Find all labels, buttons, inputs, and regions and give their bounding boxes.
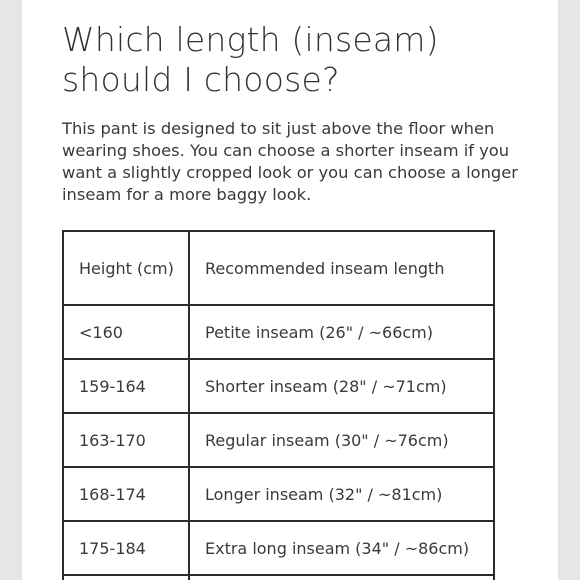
inseam-cell: Extra long inseam (34" / ~86cm) (189, 521, 494, 575)
table-row (63, 413, 494, 467)
height-cell-empty (63, 575, 189, 580)
table-row (63, 467, 494, 521)
page-title: Which length (inseam) should I choose? (62, 20, 439, 99)
table-row (63, 305, 494, 359)
height-cell: 168-174 (63, 467, 189, 521)
height-cell: 159-164 (63, 359, 189, 413)
inseam-cell-empty (189, 575, 494, 580)
inseam-cell: Petite inseam (26" / ~66cm) (189, 305, 494, 359)
intro-paragraph: This pant is designed to sit just above the floor when wearing shoes. You can choose a shorter inseam if you want a slightly cropped look or you can choose a longer inseam for a more baggy look. (62, 119, 518, 204)
inseam-size-table (62, 230, 495, 580)
size-guide-page (22, 0, 558, 580)
inseam-cell: Regular inseam (30" / ~76cm) (189, 413, 494, 467)
inseam-cell: Shorter inseam (28" / ~71cm) (189, 359, 494, 413)
table-row-cut-off (63, 575, 494, 580)
inseam-cell: Longer inseam (32" / ~81cm) (189, 467, 494, 521)
table-row (63, 521, 494, 575)
header-height: Height (cm) (63, 231, 189, 305)
header-inseam: Recommended inseam length (189, 231, 494, 305)
table-row (63, 359, 494, 413)
height-cell: 163-170 (63, 413, 189, 467)
height-cell: <160 (63, 305, 189, 359)
height-cell: 175-184 (63, 521, 189, 575)
table-header-row (63, 231, 494, 305)
